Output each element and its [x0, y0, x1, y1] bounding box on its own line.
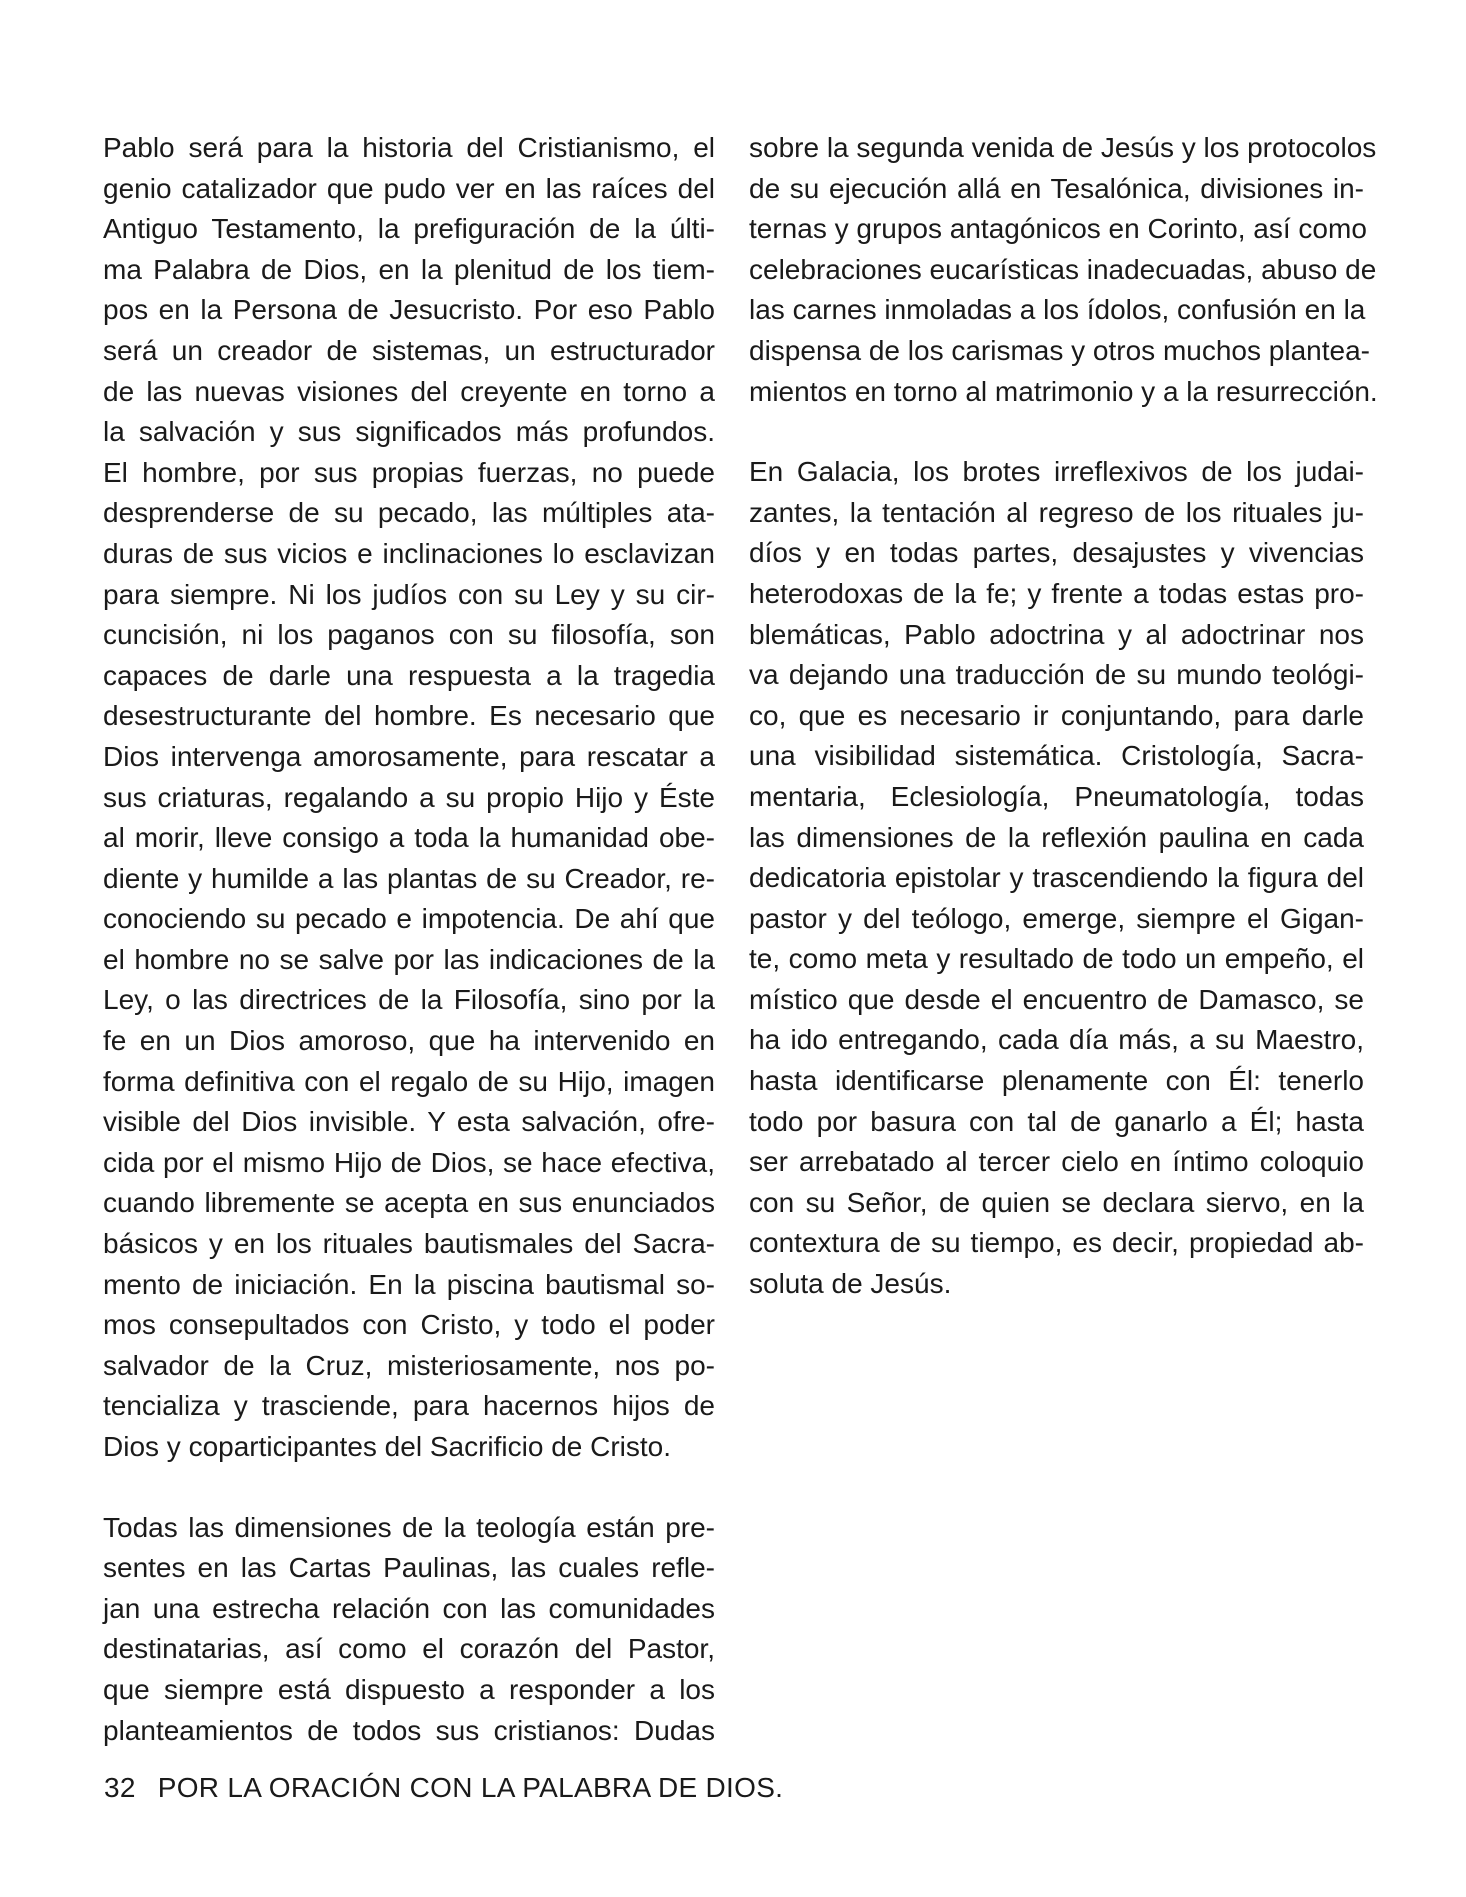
text-line: mos consepultados con Cristo, y todo el poder	[103, 1309, 715, 1341]
text-line: la salvación y sus significados más profundos.	[103, 416, 715, 448]
paragraph	[749, 452, 1364, 1304]
paragraph	[749, 128, 1378, 412]
text-line: sus criaturas, regalando a su propio Hijo y Éste	[103, 781, 715, 813]
text-line: las dimensiones de la reflexión paulina en cada	[749, 821, 1364, 853]
text-line: sobre la segunda venida de Jesús y los protocolos	[749, 132, 1377, 163]
text-line: cida por el mismo Hijo de Dios, se hace efectiva,	[103, 1146, 715, 1178]
text-line: El hombre, por sus propias fuerzas, no puede	[103, 456, 715, 488]
text-line: destinatarias, así como el corazón del Pastor,	[103, 1633, 715, 1665]
text-line: Dios intervenga amorosamente, para rescatar a	[103, 740, 715, 772]
page-number: 32	[104, 1772, 136, 1803]
text-line: forma definitiva con el regalo de su Hijo, imagen	[103, 1065, 715, 1097]
text-line: En Galacia, los brotes irreflexivos de los judai-	[749, 456, 1364, 488]
text-line: soluta de Jesús.	[749, 1268, 952, 1300]
text-line: que siempre está dispuesto a responder a los	[103, 1673, 715, 1705]
text-line: el hombre no se salve por las indicaciones de la	[103, 943, 715, 975]
text-line: blemáticas, Pablo adoctrina y al adoctrinar nos	[749, 618, 1364, 650]
text-line: Dios y coparticipantes del Sacrificio de Cristo.	[103, 1431, 672, 1462]
text-line: místico que desde el encuentro de Damasco, se	[749, 983, 1364, 1015]
text-line: mentaria, Eclesiología, Pneumatología, todas	[749, 780, 1364, 812]
text-line: dedicatoria epistolar y trascendiendo la figura del	[749, 862, 1364, 894]
text-line: todo por basura con tal de ganarlo a Él; hasta	[749, 1105, 1364, 1137]
text-line: ternas y grupos antagónicos en Corinto, así como	[749, 213, 1367, 245]
text-line: duras de sus vicios e inclinaciones lo esclavizan	[103, 537, 715, 569]
text-line: capaces de darle una respuesta a la tragedia	[103, 659, 715, 691]
text-line: ha ido entregando, cada día más, a su Maestro,	[749, 1024, 1364, 1056]
text-line: mientos en torno al matrimonio y a la resurrección.	[749, 375, 1378, 407]
text-line: zantes, la tentación al regreso de los rituales ju-	[749, 496, 1364, 528]
text-line: tencializa y trasciende, para hacernos hijos de	[103, 1390, 715, 1422]
text-line: sentes en las Cartas Paulinas, las cuales refle-	[103, 1552, 715, 1584]
text-line: conociendo su pecado e impotencia. De ahí que	[103, 903, 715, 935]
text-line: Pablo será para la historia del Cristianismo, el	[103, 132, 715, 163]
text-line: visible del Dios invisible. Y esta salvación, ofre-	[103, 1106, 715, 1138]
text-line: planteamientos de todos sus cristianos: Dudas	[103, 1714, 715, 1746]
text-line: pastor y del teólogo, emerge, siempre el Gigan-	[749, 902, 1364, 934]
text-line: díos y en todas partes, desajustes y vivencias	[749, 537, 1364, 569]
text-line: desprenderse de su pecado, las múltiples ata-	[103, 497, 715, 529]
text-line: cuando libremente se acepta en sus enunciados	[103, 1187, 715, 1219]
right-text-column	[749, 128, 1378, 1345]
paragraph	[103, 1508, 715, 1752]
text-line: heterodoxas de la fe; y frente a todas estas pro-	[749, 577, 1364, 609]
text-line: de las nuevas visiones del creyente en torno a	[103, 375, 715, 407]
text-line: va dejando una traducción de su mundo teológi-	[749, 659, 1364, 691]
text-line: ma Palabra de Dios, en la plenitud de los tiem-	[103, 253, 715, 285]
text-line: Ley, o las directrices de la Filosofía, sino por la	[103, 984, 715, 1016]
left-text-column	[103, 128, 715, 1791]
text-line: Antiguo Testamento, la prefiguración de la últi-	[103, 213, 715, 245]
text-line: genio catalizador que pudo ver en las raíces del	[103, 172, 715, 204]
text-line: diente y humilde a las plantas de su Creador, re-	[103, 862, 715, 894]
text-line: fe en un Dios amoroso, que ha intervenido en	[103, 1025, 715, 1057]
text-line: desestructurante del hombre. Es necesario que	[103, 700, 715, 732]
text-line: cuncisión, ni los paganos con su filosofía, son	[103, 619, 715, 651]
text-line: ser arrebatado al tercer cielo en íntimo coloquio	[749, 1146, 1364, 1178]
text-line: al morir, lleve consigo a toda la humanidad obe-	[103, 822, 715, 854]
running-title: POR LA ORACIÓN CON LA PALABRA DE DIOS.	[157, 1772, 784, 1803]
text-line: con su Señor, de quien se declara siervo, en la	[749, 1186, 1364, 1218]
text-line: será un creador de sistemas, un estructurador	[103, 334, 715, 366]
text-line: para siempre. Ni los judíos con su Ley y su cir-	[103, 578, 715, 610]
text-line: mento de iniciación. En la piscina bautismal so-	[103, 1268, 715, 1300]
text-line: una visibilidad sistemática. Cristología, Sacra-	[749, 740, 1364, 772]
text-line: te, como meta y resultado de todo un empeño, el	[749, 943, 1364, 975]
text-line: jan una estrecha relación con las comunidades	[103, 1592, 715, 1624]
text-line: contextura de su tiempo, es decir, propiedad ab-	[749, 1227, 1364, 1259]
text-line: salvador de la Cruz, misteriosamente, nos po-	[103, 1349, 715, 1381]
text-line: co, que es necesario ir conjuntando, para darle	[749, 699, 1364, 731]
text-line: dispensa de los carismas y otros muchos plantea-	[749, 334, 1370, 366]
text-line: Todas las dimensiones de la teología están pre-	[103, 1511, 715, 1543]
text-line: básicos y en los rituales bautismales del Sacra-	[103, 1228, 715, 1260]
text-line: las carnes inmoladas a los ídolos, confusión en la	[749, 294, 1366, 326]
text-line: hasta identificarse plenamente con Él: tenerlo	[749, 1065, 1364, 1097]
text-line: pos en la Persona de Jesucristo. Por eso Pablo	[103, 294, 715, 326]
page-footer	[104, 1772, 783, 1804]
text-line: de su ejecución allá en Tesalónica, divisiones in-	[749, 172, 1364, 204]
paragraph	[103, 128, 715, 1468]
text-line: celebraciones eucarísticas inadecuadas, abuso de	[749, 253, 1377, 285]
